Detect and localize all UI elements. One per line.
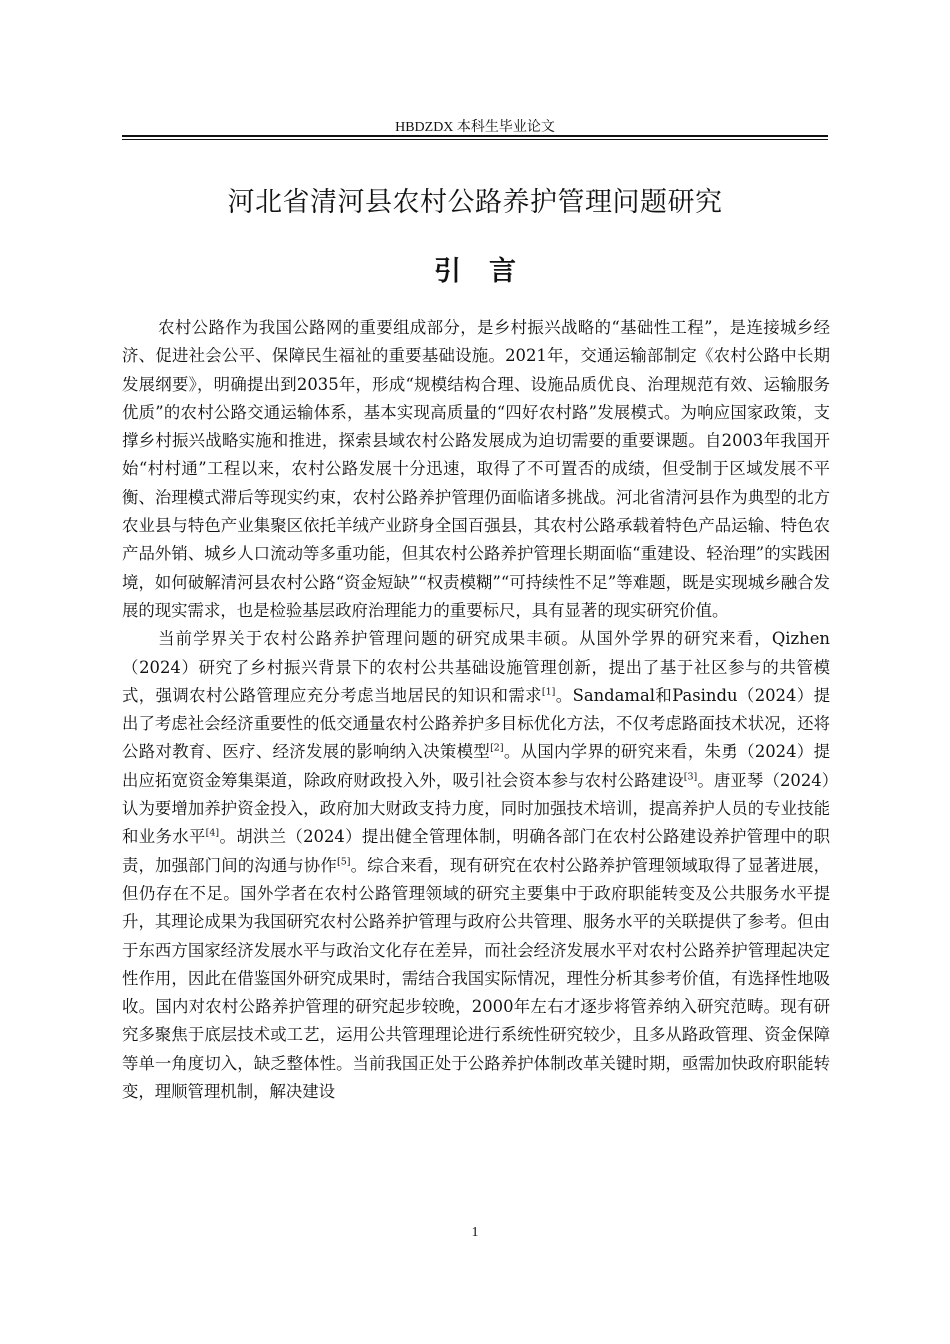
paragraph-2-text: 。从国内学界的研究来看，朱勇（2024）提出应拓宽资金筹集渠道，除政府财政投入外，吸引社会资本参与农村公路建设 [122,742,830,790]
page-number: 1 [471,1225,479,1240]
citation-2: [2] [490,742,504,754]
paragraph-2-text: 。胡洪兰（2024）提出健全管理体制，明确各部门在农村公路建设养护管理中的职责，加强部门间的沟通与协作 [122,827,830,875]
header-rule-thick [122,135,828,137]
running-header: HBDZDX 本科生毕业论文 [395,120,555,135]
section-heading: 引言 [434,256,544,287]
paragraph-2-text: 。唐亚琴（2024）认为要增加养护资金投入，政府加大财政支持力度，同时加强技术培训，提高养护人员的专业技能和业务水平 [122,770,830,847]
citation-1: [1] [541,686,556,698]
body-text [122,314,830,1106]
citation-5: [5] [336,856,351,868]
header-rule-thin [122,139,828,140]
paragraph-2-text: 。Sandamal和Pasindu（2024）提出了考虑社会经济重要性的低交通量农村公路养护多目标优化方法，不仅考虑路面技术状况，还将公路对教育、医疗、经济发展的影响纳入决策模型 [122,685,831,762]
paragraph-2-text: 。综合来看，现有研究在农村公路养护管理领域取得了显著进展，但仍存在不足。国外学者在农村公路管理领域的研究主要集中于政府职能转变及公共服务水平提升，其理论成果为我国研究农村公路养护管理与政府公共管理、服务水平的关联提供了参考。但由于东西方国家经济发展水平与政治文化存在差异，而社会经济发展水平对农村公路养护管理起决定性作用，因此在借鉴国外研究成果时，需结合我国实际情况，理性分析其参考价值，有选择性地吸收。国内对农村公路养护管理的研究起步较晚，2000年左右才逐步将管养纳入研究范畴。现有研究多聚焦于底层技术或工艺，运用公共管理理论进行系统性研究较少，且多从路政管理、资金保障等单一角度切入，缺乏整体性。当前我国正处于公路养护体制改革关键时期，亟需加快政府职能转变，理顺管理机制，解决建设 [122,855,831,1102]
paragraph-2-text: 当前学界关于农村公路养护管理问题的研究成果丰硕。从国外学界的研究来看，Qizhen（2024）研究了乡村振兴背景下的农村公共基础设施管理创新，提出了基于社区参与的共管模式，强调农村公路管理应充分考虑当地居民的知识和需求 [122,629,830,705]
paragraph-1: 农村公路作为我国公路网的重要组成部分，是乡村振兴战略的“基础性工程”，是连接城乡经济、促进社会公平、保障民生福祉的重要基础设施。2021年，交通运输部制定《农村公路中长期发展纲要》，明确提出到2035年，形成“规模结构合理、设施品质优良、治理规范有效、运输服务优质”的农村公路交通运输体系，基本实现高质量的“四好农村路”发展模式。为响应国家政策，支撑乡村振兴战略实施和推进，探索县域农村公路发展成为迫切需要的重要课题。自2003年我国开始“村村通”工程以来，农村公路发展十分迅速，取得了不可置否的成绩，但受制于区域发展不平衡、治理模式滞后等现实约束，农村公路养护管理仍面临诸多挑战。河北省清河县作为典型的北方农业县与特色产业集聚区依托羊绒产业跻身全国百强县，其农村公路承载着特色产品运输、特色农产品外销、城乡人口流动等多重功能，但其农村公路养护管理长期面临“重建设、轻治理”的实践困境，如何破解清河县农村公路“资金短缺”“权责模糊”“可持续性不足”等难题，既是实现城乡融合发展的现实需求，也是检验基层政府治理能力的重要标尺，具有显著的现实研究价值。 [122,318,830,620]
thesis-title: 河北省清河县农村公路养护管理问题研究 [227,187,723,218]
citation-3: [3] [683,771,698,783]
paragraph-2 [122,625,830,1106]
citation-4: [4] [205,827,220,839]
